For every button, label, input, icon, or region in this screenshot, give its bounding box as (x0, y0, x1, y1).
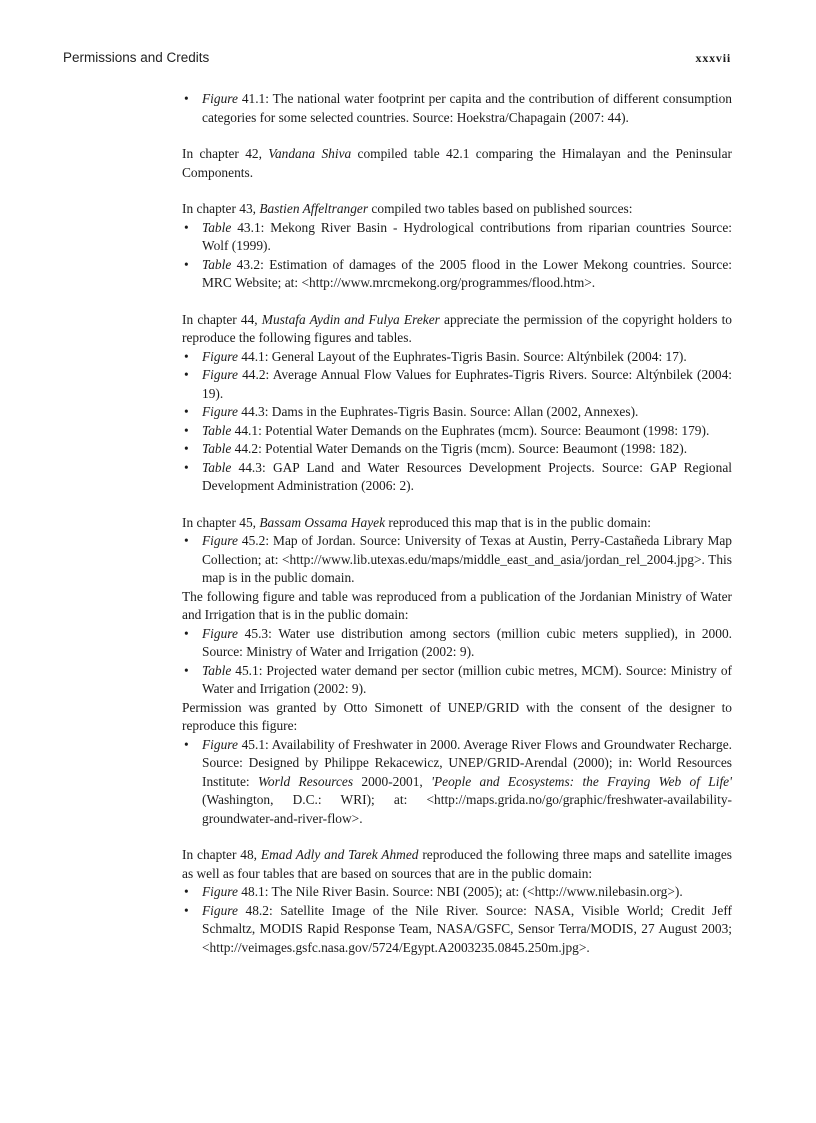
bullet-icon: • (184, 533, 189, 548)
list-item (182, 403, 732, 422)
item-italic-title: World Resources (257, 773, 354, 789)
bullet-icon: • (184, 902, 189, 918)
item-text: 44.2: Potential Water Demands on the Tigris (mcm). Source: Beaumont (1998: 182). (231, 441, 688, 456)
list-item (182, 532, 732, 588)
credit-list (182, 625, 732, 699)
para-text: reproduced the following three maps and satellite images as well as four tables that are based on sources that are in the public domain: (182, 847, 733, 881)
para-text: In chapter 44, (182, 311, 262, 327)
credit-list (182, 883, 732, 957)
item-text: 44.1: General Layout of the Euphrates-Tigris Basin. Source: Altýnbilek (2004: 17). (237, 348, 687, 364)
credit-list (182, 532, 732, 588)
running-head-title: Permissions and Credits (63, 50, 210, 65)
chapter-42-paragraph (182, 145, 732, 182)
item-text: 43.1: Mekong River Basin - Hydrological contributions from riparian countries Source: Wolf (1999). (202, 219, 732, 253)
list-item (182, 883, 732, 902)
item-label: Figure (202, 884, 238, 899)
bullet-icon: • (184, 459, 189, 475)
chapter-48-paragraph (182, 846, 732, 883)
item-label: Table (202, 219, 232, 235)
para-text: In chapter 45, (182, 514, 260, 530)
para-text: In chapter 42, (182, 146, 269, 161)
item-label: Figure (202, 367, 238, 382)
credit-list (182, 219, 732, 293)
item-text: 48.1: The Nile River Basin. Source: NBI (2005); at: (<http://www.nilebasin.org>). (237, 884, 683, 899)
item-text: (Washington, D.C.: WRI); at: <http://maps.grida.no/go/graphic/freshwater-availability-groundwater-and-river-flow>. (202, 792, 732, 826)
chapter-44-paragraph (182, 311, 732, 348)
item-text: 45.2: Map of Jordan. Source: University of Texas at Austin, Perry-Castañeda Library Map Collection; at: <http://www.lib.utexas.edu/maps/middle_east_and_asia/jordan_rel_2004.jpg>. This map is in the public domain. (202, 533, 732, 585)
author-name: Vandana Shiva (268, 146, 352, 161)
chapter-45-paragraph (182, 514, 732, 533)
list-item (182, 459, 732, 496)
running-head (63, 50, 731, 72)
item-label: Figure (202, 404, 238, 419)
para-text: appreciate the permission of the copyright holders to reproduce the following figures and tables. (182, 311, 732, 345)
item-label: Figure (202, 902, 238, 918)
item-text: 44.1: Potential Water Demands on the Euphrates (mcm). Source: Beaumont (1998: 179). (231, 422, 710, 438)
bullet-icon: • (184, 662, 189, 678)
item-label: Table (202, 441, 232, 456)
item-text: 45.1: Availability of Freshwater in 2000. Average River Flows and Groundwater Recharge. Source: Designed by Philippe Rekacewicz, UNEP/GRID-Arendal (2000); in: World Resources Institute: (202, 736, 732, 789)
item-label: Figure (202, 736, 238, 752)
list-item (182, 256, 732, 293)
author-name: Mustafa Aydin and Fulya Ereker (261, 311, 440, 327)
item-label: Table (202, 422, 232, 438)
item-text: 41.1: The national water footprint per capita and the contribution of different consumption categories for some selected countries. Source: Hoekstra/Chapagain (2007: 44). (202, 91, 732, 125)
list-item (182, 90, 732, 127)
bullet-icon: • (184, 219, 189, 235)
list-item (182, 440, 732, 459)
bullet-icon: • (184, 441, 189, 456)
bullet-icon: • (184, 625, 189, 641)
item-label: Table (202, 256, 232, 272)
unep-permission-paragraph: Permission was granted by Otto Simonett of UNEP/GRID with the consent of the designer to reproduce this figure: (182, 699, 732, 733)
para-text: In chapter 43, (182, 201, 260, 216)
item-label: Figure (202, 91, 238, 106)
ministry-paragraph: The following figure and table was reproduced from a publication of the Jordanian Ministry of Water and Irrigation that is in the public domain: (182, 588, 732, 622)
bullet-icon: • (184, 736, 189, 752)
credit-list (182, 90, 732, 127)
page-number: xxxvii (695, 51, 731, 65)
credit-list (182, 736, 732, 829)
item-text: 45.1: Projected water demand per sector (million cubic metres, MCM). Source: Ministry of Water and Irrigation (2002: 9). (202, 662, 732, 696)
item-text: 2000-2001, (353, 773, 432, 789)
item-label: Figure (202, 625, 238, 641)
item-italic-title: 'People and Ecosystems: the Fraying Web of Life' (431, 773, 732, 789)
page-body (182, 90, 732, 957)
bullet-icon: • (184, 422, 189, 438)
credit-list (182, 348, 732, 496)
author-name: Emad Adly and Tarek Ahmed (260, 847, 419, 862)
item-text: 43.2: Estimation of damages of the 2005 flood in the Lower Mekong countries. Source: MRC Website; at: <http://www.mrcmekong.org/programmes/flood.htm>. (202, 256, 732, 290)
bullet-icon: • (184, 404, 189, 419)
list-item (182, 366, 732, 403)
item-text: 45.3: Water use distribution among sectors (million cubic meters supplied), in 2000. Source: Ministry of Water and Irrigation (2002: 9). (202, 625, 732, 659)
chapter-43-paragraph (182, 200, 732, 219)
list-item (182, 662, 732, 699)
bullet-icon: • (184, 348, 189, 364)
item-text: 48.2: Satellite Image of the Nile River. Source: NASA, Visible World; Credit Jeff Schmaltz, MODIS Rapid Response Team, NASA/GSFC, Sensor Terra/MODIS, 27 August 2003; <http://veimages.gsfc.nasa.gov/5724/Egypt.A2003235.0845.250m.jpg>. (202, 902, 732, 955)
list-item (182, 348, 732, 367)
item-text: 44.2: Average Annual Flow Values for Euphrates-Tigris Rivers. Source: Altýnbilek (2004: 19). (202, 367, 732, 401)
item-label: Figure (202, 348, 238, 364)
item-label: Figure (202, 533, 238, 548)
bullet-icon: • (184, 367, 189, 382)
author-name: Bassam Ossama Hayek (259, 514, 386, 530)
item-text: 44.3: GAP Land and Water Resources Development Projects. Source: GAP Regional Development Administration (2006: 2). (202, 459, 732, 493)
list-item (182, 625, 732, 662)
list-item (182, 736, 732, 829)
para-text: reproduced this map that is in the public domain: (385, 514, 651, 530)
list-item (182, 902, 732, 958)
bullet-icon: • (184, 884, 189, 899)
author-name: Bastien Affeltranger (259, 201, 369, 216)
list-item (182, 219, 732, 256)
item-label: Table (202, 662, 232, 678)
bullet-icon: • (184, 91, 189, 106)
para-text: In chapter 48, (182, 847, 261, 862)
item-label: Table (202, 459, 232, 475)
list-item (182, 422, 732, 441)
para-text: compiled table 42.1 comparing the Himalayan and the Peninsular Components. (182, 146, 732, 180)
item-text: 44.3: Dams in the Euphrates-Tigris Basin. Source: Allan (2002, Annexes). (237, 404, 639, 419)
bullet-icon: • (184, 256, 189, 272)
para-text: compiled two tables based on published sources: (368, 201, 633, 216)
